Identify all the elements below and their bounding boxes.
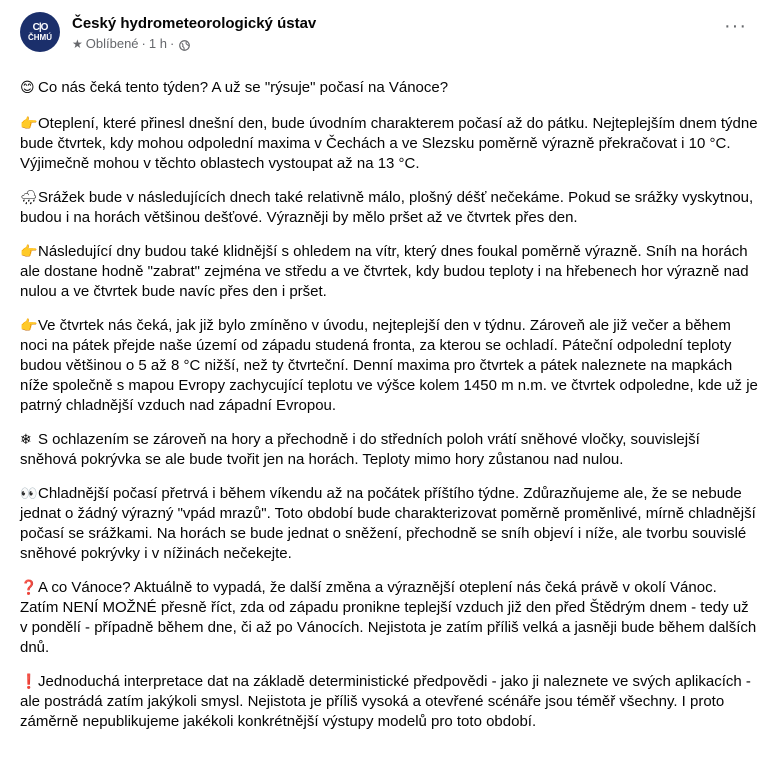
- post-paragraph: [20, 241, 758, 302]
- page-name-link[interactable]: Český hydrometeorologický ústav: [72, 15, 317, 32]
- paragraph-text: Následující dny budou také klidnější s ohledem na vítr, který dnes foukal poměrně výrazně. Sníh na horách ale dostane hodně "zabrat" zejména ve středu a ve čtvrtek, kdy budou teploty i na hřebenech hor výrazně nad nulou a ve čtvrtek bude navíc přes den i pršet.: [20, 243, 749, 300]
- paragraph-text: Oteplení, které přinesl dnešní den, bude úvodním charakterem počasí až do pátku. Nejteplejším dnem týdne bude čtvrtek, kdy mohou odpolední maxima v Čechách a ve Slezsku poměrně výrazně překračovat i 10 °C. Výjimečně mohou v těchto oblastech vystoupat až na 13 °C.: [20, 115, 758, 172]
- paragraph-emoji-icon: 😊: [20, 79, 35, 95]
- paragraph-emoji-icon: 👉: [20, 317, 38, 333]
- post-body: [20, 77, 758, 732]
- paragraph-emoji-icon: 🌧: [20, 189, 38, 205]
- paragraph-emoji-icon: 👀: [20, 485, 38, 501]
- paragraph-emoji-icon: ❗: [20, 673, 38, 689]
- favorites-label[interactable]: Oblíbené: [85, 36, 139, 51]
- logo-text: ČHMÚ: [28, 32, 52, 42]
- paragraph-text: S ochlazením se zároveň na hory a přechodně i do středních poloh vrátí sněhové vločky, souvislejší sněhová pokrývka se ale bude tvořit jen na horách. Teploty mimo hory zůstanou nad nulou.: [20, 431, 700, 468]
- post-paragraph: [20, 77, 758, 98]
- paragraph-emoji-icon: ❓: [20, 579, 38, 595]
- header-text: [72, 12, 316, 52]
- paragraph-text: Ve čtvrtek nás čeká, jak již bylo zmíněno v úvodu, nejteplejší den v týdnu. Zároveň ale již večer a během noci na pátek přejde naše území od západu studená fronta, za kterou se ochladí. Páteční odpolední teploty budou většinou o 5 až 8 °C nižší, než ty čtvrteční. Denní maxima pro čtvrtek a pátek naleznete na mapkách níže společně s mapou Evropy zachycující teplotu ve výšce kolem 1450 m n.m. ve čtvrtek odpoledne, kde už je patrný chladnější vzduch nad západní Evropou.: [20, 317, 758, 414]
- paragraph-text: Co nás čeká tento týden? A už se "rýsuje" počasí na Vánoce?: [38, 79, 449, 96]
- favorites-icon: ★: [72, 37, 83, 51]
- post-paragraph: [20, 671, 758, 732]
- paragraph-emoji-icon: 👉: [20, 115, 38, 131]
- post-paragraph: [20, 577, 758, 658]
- post-paragraph: [20, 315, 758, 416]
- logo-mark: C|O: [32, 21, 48, 33]
- post-paragraph: [20, 187, 758, 228]
- post-timestamp[interactable]: 1 h: [148, 36, 167, 51]
- paragraph-emoji-icon: ❄: [20, 431, 32, 447]
- paragraph-text: Jednoduchá interpretace dat na základě deterministické předpovědi - jako ji naleznete ve svých aplikacích - ale postrádá zatím jakýkoli smysl. Nejistota je příliš vysoká a otevřené scénáře jsou téměř všechny. I proto záměrně nepublikujeme jakékoli konkrétnější výstupy modelů pro toto období.: [20, 673, 751, 730]
- meta-separator-2: ·: [169, 36, 175, 51]
- post-paragraph: [20, 429, 758, 470]
- post-paragraph: [20, 483, 758, 564]
- avatar[interactable]: [20, 12, 60, 52]
- paragraph-text: Srážek bude v následujících dnech také relativně málo, plošný déšť nečekáme. Pokud se srážky vyskytnou, budou i na horách většinou dešťové. Výrazněji by mělo pršet až ve čtvrtek přes den.: [20, 189, 754, 226]
- globe-icon: [179, 39, 190, 50]
- paragraph-text: Chladnější počasí přetrvá i během víkendu až na počátek příštího týdne. Zdůrazňujeme ale, že se nebude jednat o žádný výrazný "vpád mrazů". Toto období bude charakterizovat poměrně proměnlivé, mírně chladnější počasí se srážkami. Na horách se bude jednat o sněžení, přechodně se sníh objeví i níže, ale tvorbu souvislé sněhové pokrývky i v nížinách nečekejte.: [20, 485, 756, 562]
- paragraph-emoji-icon: 👉: [20, 243, 38, 259]
- post-paragraph: [20, 113, 758, 174]
- paragraph-text: A co Vánoce? Aktuálně to vypadá, že další změna a výraznější oteplení nás čeká právě v okolí Vánoc. Zatím NENÍ MOŽNÉ přesně říct, zda od západu pronikne teplejší vzduch již den před Štědrým dnem - tedy už v pondělí - případně během dne, či až po Vánocích. Nejistota je zatím příliš velká a jasněji bude během dalších dnů.: [20, 579, 757, 656]
- meta-separator: ·: [141, 36, 146, 51]
- more-options-icon[interactable]: ···: [724, 15, 747, 37]
- post-header: [20, 12, 757, 58]
- post-meta: [72, 36, 316, 52]
